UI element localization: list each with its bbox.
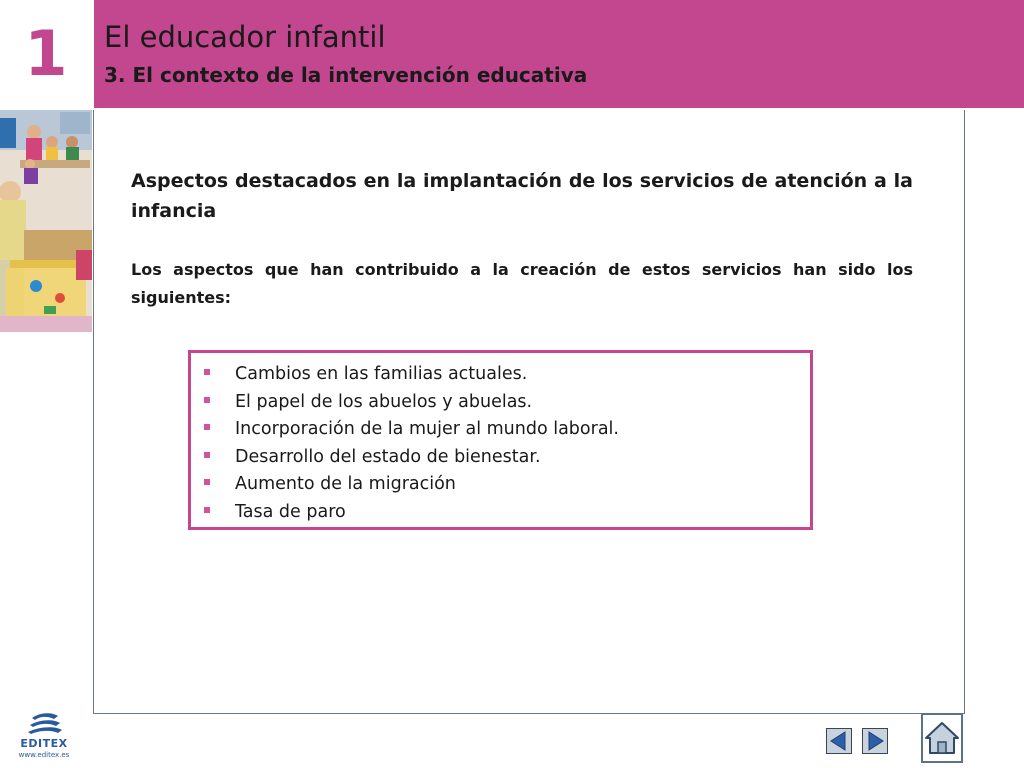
aspects-list-box (188, 350, 813, 530)
editex-logo-icon (10, 710, 78, 738)
bullet-icon (204, 424, 210, 430)
list-item (199, 499, 810, 527)
bullet-icon (204, 507, 210, 513)
arrow-right-icon (862, 728, 888, 754)
intro-text: Los aspectos que han contribuido a la creación de estos servicios han sido los siguientes: (131, 260, 913, 307)
list-item (199, 444, 810, 472)
arrow-left-icon (826, 728, 852, 754)
bullet-icon (204, 397, 210, 403)
logo-url-text: www.editex.es (18, 751, 70, 759)
classroom-photo (0, 110, 92, 332)
unit-number (0, 0, 92, 108)
section-heading: Aspectos destacados en la implantación de los servicios de atención a la infancia (131, 170, 913, 222)
bullet-icon (204, 479, 210, 485)
list-item-text: Tasa de paro (235, 501, 346, 522)
slide-header (94, 0, 1024, 108)
previous-slide-button[interactable] (826, 728, 852, 754)
unit-number-text: 1 (24, 17, 68, 90)
classroom-photo-image (0, 110, 92, 332)
home-button[interactable] (921, 713, 963, 763)
logo-brand-text: EDITEX (20, 737, 68, 750)
list-item-text: Aumento de la migración (235, 474, 456, 495)
next-slide-button[interactable] (862, 728, 888, 754)
list-item-text: Incorporación de la mujer al mundo laboral. (235, 419, 619, 440)
list-item-text: El papel de los abuelos y abuelas. (235, 391, 533, 412)
bullet-icon (204, 452, 210, 458)
aspects-list (191, 353, 810, 527)
slide-subtitle: 3. El contexto de la intervención educativa (104, 63, 588, 87)
bullet-icon (204, 369, 210, 375)
editex-logo (10, 710, 78, 762)
list-item-text: Desarrollo del estado de bienestar. (235, 446, 541, 467)
list-item (199, 471, 810, 499)
list-item (199, 389, 810, 417)
home-icon (921, 713, 963, 763)
slide-title: El educador infantil (104, 20, 386, 54)
list-item (199, 361, 810, 389)
list-item-text: Cambios en las familias actuales. (235, 364, 528, 384)
list-item (199, 416, 810, 444)
